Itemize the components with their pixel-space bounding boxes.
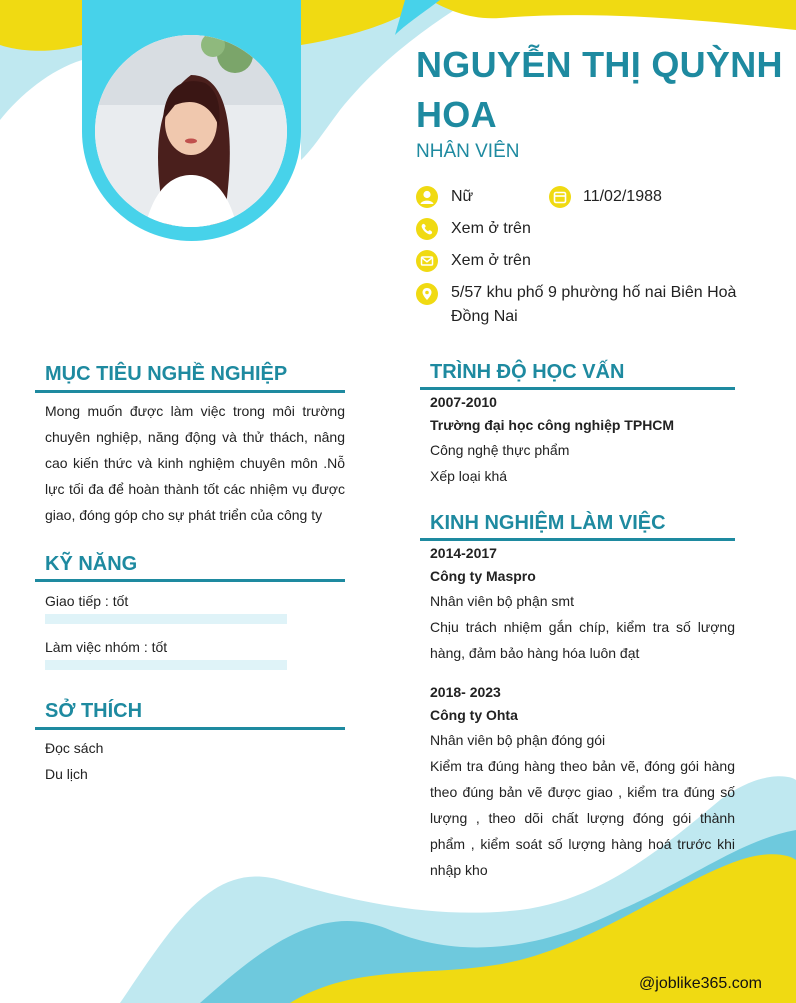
hobby-item: Đọc sách xyxy=(45,740,104,756)
experience-title: KINH NGHIỆM LÀM VIỆC xyxy=(430,512,666,534)
job-period: 2018- 2023 xyxy=(430,684,501,700)
job-title: NHÂN VIÊN xyxy=(416,141,520,162)
phone: Xem ở trên xyxy=(451,220,531,237)
skill-bar xyxy=(45,660,287,670)
email-icon xyxy=(416,250,438,272)
job-description: Chịu trách nhiệm gắn chíp, kiểm tra số lượng hàng, đảm bảo hàng hóa luôn đạt xyxy=(430,619,735,661)
education-major: Công nghệ thực phẩm xyxy=(430,442,570,458)
objective-divider xyxy=(35,390,345,393)
hobbies-title: SỞ THÍCH xyxy=(45,700,143,722)
skill-item: Giao tiếp : tốt xyxy=(45,593,129,609)
job-company: Công ty Ohta xyxy=(430,707,518,723)
objective-text: Mong muốn được làm việc trong môi trường chuyên nghiệp, năng động và thử thách, nâng cao kiến thức và kinh nghiệm chuyên môn .Nỗ lực tối đa để hoàn thành tốt các nhiệm vụ được giao, đóng góp cho sự phát triển của công ty xyxy=(45,403,345,523)
job-role: Nhân viên bộ phận đóng gói xyxy=(430,732,606,748)
job-company: Công ty Maspro xyxy=(430,568,536,584)
job-period: 2014-2017 xyxy=(430,545,497,561)
hobby-item: Du lịch xyxy=(45,766,88,782)
job-description: Kiểm tra đúng hàng theo bản vẽ, đóng gói hàng theo đúng bản vẽ được giao , kiểm tra đúng số lượng , theo dõi chất lượng đóng gói thành phẩm , kiểm soát số lượng hàng hoá trước khi nhập kho xyxy=(430,758,735,878)
location-icon xyxy=(416,283,438,305)
address: 5/57 khu phố 9 phường hố nai Biên Hoà Đồng Nai xyxy=(451,284,737,325)
experience-divider xyxy=(420,538,735,541)
education-title: TRÌNH ĐỘ HỌC VẤN xyxy=(430,361,625,383)
birthdate: 11/02/1988 xyxy=(583,188,662,205)
education-divider xyxy=(420,387,735,390)
gender: Nữ xyxy=(451,188,474,205)
skills-title: KỸ NĂNG xyxy=(45,553,138,575)
education-grade: Xếp loại khá xyxy=(430,468,508,484)
job-role: Nhân viên bộ phận smt xyxy=(430,593,574,609)
skills-divider xyxy=(35,579,345,582)
education-period: 2007-2010 xyxy=(430,394,497,410)
email: Xem ở trên xyxy=(451,252,531,269)
phone-icon xyxy=(416,218,438,240)
objective-title: MỤC TIÊU NGHỀ NGHIỆP xyxy=(45,363,288,385)
calendar-icon xyxy=(549,186,571,208)
candidate-name: NGUYỄN THỊ QUỲNH HOA xyxy=(416,44,783,135)
hobbies-divider xyxy=(35,727,345,730)
skill-bar xyxy=(45,614,287,624)
user-icon xyxy=(416,186,438,208)
footer-watermark: @joblike365.com xyxy=(639,975,762,992)
avatar xyxy=(95,35,287,227)
skill-item: Làm việc nhóm : tốt xyxy=(45,639,168,655)
education-school: Trường đại học công nghiệp TPHCM xyxy=(430,417,675,433)
